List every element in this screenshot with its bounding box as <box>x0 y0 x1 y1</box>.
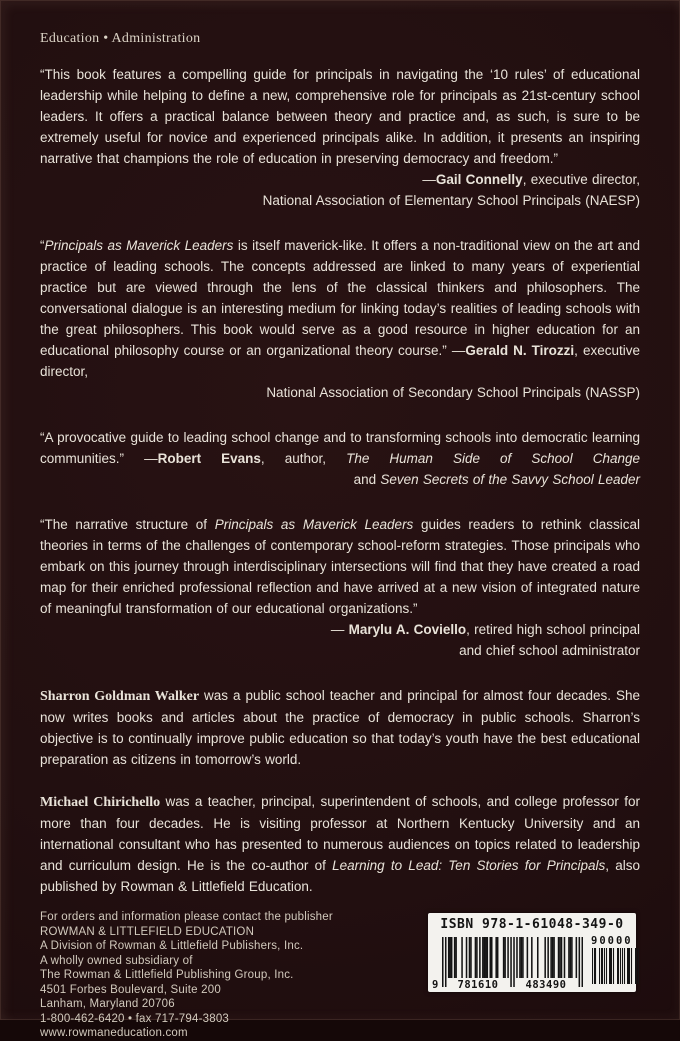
quote-attribution <box>40 169 640 190</box>
text-segment: — <box>330 622 349 637</box>
text-segment: Principals as Maverick Leaders <box>214 517 414 532</box>
publisher-line: A Division of Rowman & Littlefield Publishers, Inc. <box>40 940 304 952</box>
supplement-barcode <box>591 935 631 984</box>
barcode <box>428 913 636 992</box>
barcode-digit-group: 9 <box>432 979 439 991</box>
supplement-digits: 90000 <box>591 935 633 947</box>
supplement-bars <box>591 948 639 984</box>
text-segment: was a public school teacher and principal for almost four decades. She now writes books and articles about the practice of democracy in public schools. Sharron’s objective is to continually improve public education so that today’s youth have the best educational preparation as citizens in tomorrow’s world. <box>40 688 640 767</box>
text-segment: , retired high school principal <box>466 622 640 637</box>
text-segment: guides readers to rethink classical theories in terms of the challenges of contemporary school-reform strategies. Those principals who embark on this journey through interdisciplinary intersections will find that they have created a road map for their enriched professional reflection and have arrived at a new vision of integrated nature of meaningful transformation of our educational organizations.” <box>40 517 640 616</box>
text-segment: Education • Administration <box>40 31 201 46</box>
text-segment: Marylu A. Coviello <box>348 622 467 637</box>
quote-attribution <box>40 619 640 640</box>
endorsement-quote-3 <box>40 427 640 490</box>
publisher-line: For orders and information please contact the publisher <box>40 911 333 923</box>
text-segment: and <box>353 472 381 487</box>
quote-text <box>40 427 640 469</box>
text-segment: is itself maverick-like. It offers a non-traditional view on the art and practice of leading schools. The concepts addressed are linked to many years of experiential practice but are viewed through the lens of the classical thinkers and philosophers. The conversational dialogue is an interesting medium for linking today’s realities of leading schools with the great philosophers. This book would serve as a good resource in higher education for an educational philosophy course or an organizational theory course.” <box>40 238 640 358</box>
publisher-line: The Rowman & Littlefield Publishing Group, Inc. <box>40 969 294 981</box>
text-segment: Sharron Goldman Walker <box>40 689 200 704</box>
barcode-digit-group: 781610 <box>449 979 507 991</box>
text-segment: , executive director, <box>40 343 640 379</box>
isbn-label: ISBN 978-1-61048-349-0 <box>440 917 624 932</box>
text-segment: Principals as Maverick Leaders <box>44 238 234 253</box>
quote-text <box>40 64 640 169</box>
text-segment: The Human Side of School Change <box>346 451 640 466</box>
publisher-info <box>40 910 425 1041</box>
text-segment: — <box>144 451 158 466</box>
text-segment: “This book features a compelling guide for principals in navigating the ‘10 rules’ of educational leadership while helping to define a new, comprehensive role for principals as 21st-century school leaders. It offers a practical balance between theory and practice and, as such, is sure to be extremely useful for novice and experienced principals alike. In addition, it presents an inspiring narrative that champions the role of education in preserving democracy and freedom.” <box>40 67 640 166</box>
quote-attribution-book <box>40 469 640 490</box>
text-segment: was a teacher, principal, superintendent of schools, and college professor for more than four decades. He is visiting professor at Northern Kentucky University and an international consultant who has presented to numerous audiences on topics related to leadership and curriculum design. He is the co-author of <box>40 794 640 873</box>
publisher-line: www.rowmaneducation.com <box>40 1027 188 1039</box>
text-segment: , author, <box>260 451 347 466</box>
quote-attribution-org <box>40 190 640 211</box>
text-segment: Gail Connelly <box>435 172 523 187</box>
publisher-line: 1-800-462-6420 • fax 717-794-3803 <box>40 1012 230 1025</box>
text-segment: National Association of Secondary School Principals (NASSP) <box>266 385 640 400</box>
ean13-barcode <box>432 937 583 991</box>
text-segment: — <box>422 172 436 187</box>
text-segment: , also published by Rowman & Littlefield Education. <box>40 858 640 894</box>
quote-attribution-org <box>40 382 640 403</box>
quote-text <box>40 235 640 382</box>
publisher-line: ROWMAN & LITTLEFIELD EDUCATION <box>40 925 255 938</box>
text-segment: “A provocative guide to leading school change and to transforming schools into democratic learning communities.” <box>40 430 640 466</box>
text-segment: Gerald N. Tirozzi <box>465 343 575 358</box>
publisher-line: 4501 Forbes Boulevard, Suite 200 <box>40 983 221 996</box>
text-segment: Learning to Lead: Ten Stories for Principals <box>332 858 606 873</box>
endorsement-quote-2 <box>40 235 640 403</box>
text-segment: and chief school administrator <box>459 643 640 658</box>
author-bio-chirichello <box>40 791 640 897</box>
text-segment: National Association of Elementary School Principals (NAESP) <box>262 193 640 208</box>
author-bio-walker <box>40 685 640 770</box>
text-segment: “ <box>40 238 45 253</box>
text-segment: Robert Evans <box>157 451 261 466</box>
endorsement-quote-1 <box>40 64 640 211</box>
quote-attribution-role <box>40 640 640 661</box>
publisher-line: A wholly owned subsidiary of <box>40 954 193 967</box>
text-segment: Michael Chirichello <box>40 795 161 810</box>
barcode-digit-group: 483490 <box>516 979 576 991</box>
text-segment: , executive director, <box>522 172 640 187</box>
quote-text <box>40 514 640 619</box>
barcode-row <box>428 935 636 992</box>
publisher-line: Lanham, Maryland 20706 <box>40 998 175 1010</box>
text-segment: — <box>451 343 466 358</box>
text-segment: Seven Secrets of the Savvy School Leader <box>380 472 640 487</box>
endorsement-quote-4 <box>40 514 640 661</box>
category-label <box>40 30 640 47</box>
text-segment: “The narrative structure of <box>40 517 215 532</box>
